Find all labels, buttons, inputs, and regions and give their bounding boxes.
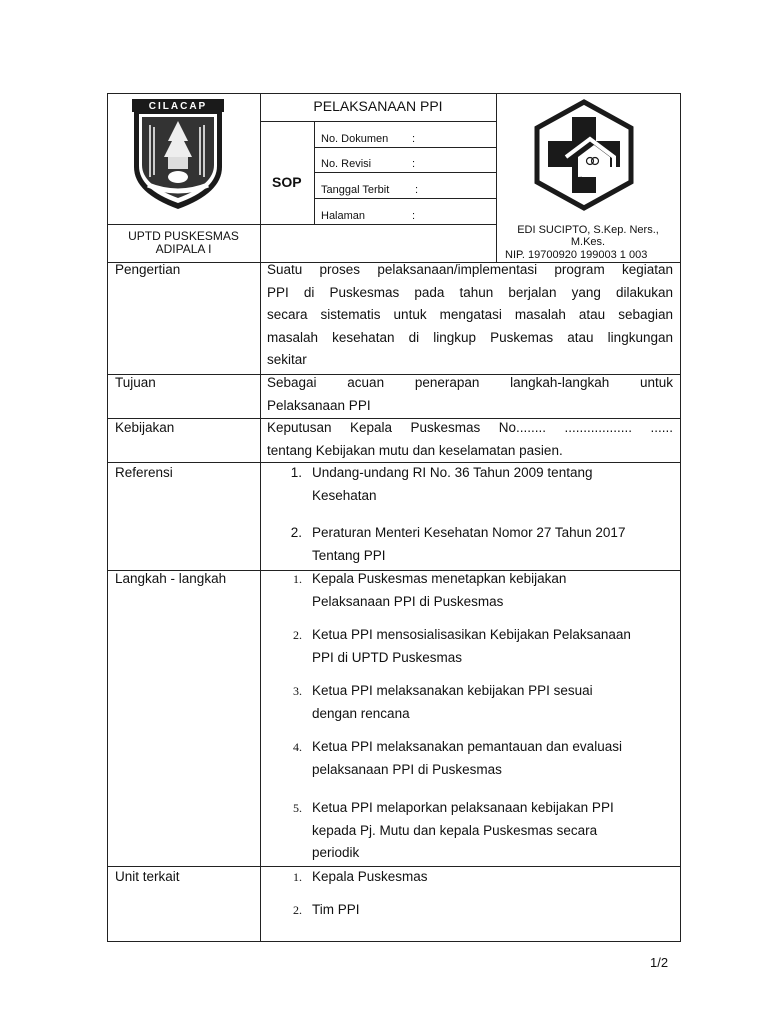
- document-title: PELAKSANAAN PPI: [313, 98, 443, 114]
- signer-nip: NIP. 19700920 199003 1 003: [505, 249, 648, 261]
- referensi-item-1: 1. Undang-undang RI No. 36 Tahun 2009 tentang Kesehatan: [290, 465, 593, 503]
- unit-name-line1: UPTD PUSKESMAS: [128, 229, 239, 243]
- pengertian-text: Suatu proses pelaksanaan/implementasi program kegiatan PPI di Puskesmas pada tahun berjalan yang dilakukan secara sistematis untuk mengatasi masalah atau sebagian masalah kesehatan di lingkup Puskemas atau lingkungan sekitar: [267, 262, 673, 367]
- field-tanggal-terbit-colon: :: [415, 184, 419, 196]
- section-label-langkah: Langkah - langkah: [115, 571, 227, 586]
- langkah-item-4: 4. Ketua PPI melaksanakan pemantauan dan evaluasi pelaksanaan PPI di Puskesmas: [293, 739, 622, 777]
- field-halaman-colon: :: [412, 210, 416, 222]
- section-label-tujuan: Tujuan: [115, 375, 156, 390]
- puskesmas-logo: [532, 99, 636, 211]
- field-tanggal-terbit: Tanggal Terbit: [321, 184, 390, 196]
- unit-terkait-item-1: 1. Kepala Puskesmas: [293, 869, 428, 884]
- kebijakan-text: Keputusan Kepala Puskesmas No........ .................. ...... tentang Kebijakan mutu dan keselamatan pasien.: [267, 420, 673, 458]
- sop-label: SOP: [272, 174, 302, 190]
- cilacap-logo: [128, 97, 228, 212]
- unit-name-line2: ADIPALA I: [155, 242, 212, 256]
- field-no-revisi: No. Revisi: [321, 158, 372, 170]
- langkah-item-5: 5. Ketua PPI melaporkan pelaksanaan kebijakan PPI kepada Pj. Mutu dan kepala Puskesmas secara periodik: [293, 800, 614, 860]
- section-label-referensi: Referensi: [115, 465, 173, 480]
- field-no-dokumen-colon: :: [412, 133, 416, 145]
- signer-name: EDI SUCIPTO, S.Kep. Ners.,: [517, 224, 659, 236]
- section-label-unit-terkait: Unit terkait: [115, 869, 180, 884]
- section-label-pengertian: Pengertian: [115, 262, 181, 277]
- field-no-revisi-colon: :: [412, 158, 416, 170]
- langkah-item-3: 3. Ketua PPI melaksanakan kebijakan PPI sesuai dengan rencana: [293, 683, 593, 721]
- referensi-item-2: 2. Peraturan Menteri Kesehatan Nomor 27 Tahun 2017 Tentang PPI: [290, 525, 626, 563]
- page-number: 1/2: [650, 955, 669, 970]
- logo-label: CILACAP: [148, 101, 208, 112]
- section-label-kebijakan: Kebijakan: [115, 420, 175, 435]
- langkah-item-2: 2. Ketua PPI mensosialisasikan Kebijakan Pelaksanaan PPI di UPTD Puskesmas: [293, 627, 631, 665]
- unit-terkait-item-2: 2. Tim PPI: [293, 902, 360, 917]
- field-no-dokumen: No. Dokumen: [321, 133, 389, 145]
- field-halaman: Halaman: [321, 210, 366, 222]
- signer-degree: M.Kes.: [570, 236, 606, 248]
- langkah-item-1: 1. Kepala Puskesmas menetapkan kebijakan Pelaksanaan PPI di Puskesmas: [293, 571, 567, 609]
- tujuan-text: Sebagai acuan penerapan langkah-langkah untuk Pelaksanaan PPI: [267, 375, 673, 413]
